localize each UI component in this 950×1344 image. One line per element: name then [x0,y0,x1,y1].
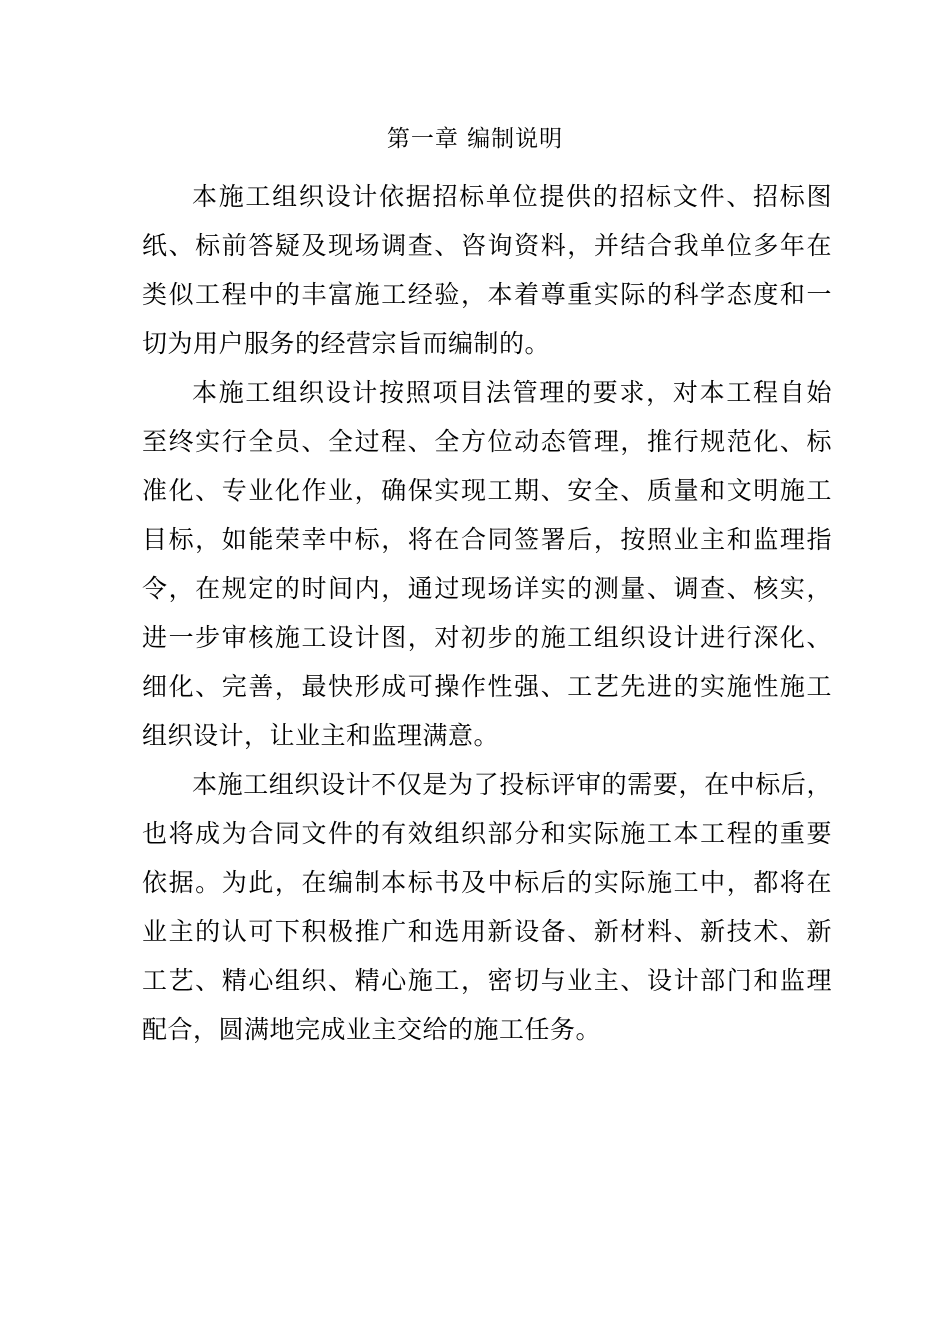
text-line: 细化、完善，最快形成可操作性强、工艺先进的实施性施工 [142,672,832,701]
text-line: 业主的认可下积极推广和选用新设备、新材料、新技术、新 [142,917,832,946]
text-line: 目标，如能荣幸中标，将在合同签署后，按照业主和监理指 [142,525,832,554]
text-line: 类似工程中的丰富施工经验，本着尊重实际的科学态度和一 [142,280,832,309]
text-line: 也将成为合同文件的有效组织部分和实际施工本工程的重要 [142,819,832,848]
text-line: 工艺、精心组织、精心施工，密切与业主、设计部门和监理 [142,966,832,995]
text-line: 依据。为此，在编制本标书及中标后的实际施工中，都将在 [142,868,832,897]
paragraph-2 [142,368,832,760]
text-line: 本施工组织设计依据招标单位提供的招标文件、招标图 [192,182,832,211]
chapter-title: 第一章 编制说明 [386,126,564,152]
text-line: 配合，圆满地完成业主交给的施工任务。 [142,1015,602,1044]
text-line: 本施工组织设计不仅是为了投标评审的需要，在中标后， [192,770,832,799]
text-line: 纸、标前答疑及现场调查、咨询资料，并结合我单位多年在 [142,231,832,260]
text-line: 进一步审核施工设计图，对初步的施工组织设计进行深化、 [142,623,832,652]
text-line: 组织设计，让业主和监理满意。 [142,721,500,750]
text-line: 切为用户服务的经营宗旨而编制的。 [142,329,551,358]
text-line: 令，在规定的时间内，通过现场详实的测量、调查、核实， [142,574,832,603]
text-line: 至终实行全员、全过程、全方位动态管理，推行规范化、标 [142,427,832,456]
text-line: 准化、专业化作业，确保实现工期、安全、质量和文明施工 [142,476,832,505]
paragraph-1 [142,172,832,368]
text-line: 本施工组织设计按照项目法管理的要求，对本工程自始 [192,378,832,407]
body-text [142,172,832,1054]
paragraph-3 [142,760,832,1054]
